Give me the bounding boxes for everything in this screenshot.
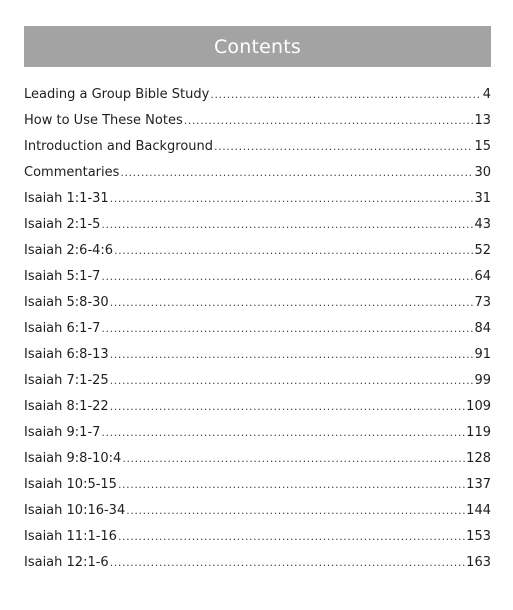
toc-entry-page: 13: [474, 113, 491, 128]
dot-leader: [101, 316, 473, 342]
toc-entry-title: Isaiah 5:8-30: [24, 295, 109, 310]
toc-entry-page: 128: [466, 451, 491, 466]
toc-entry-page: 15: [474, 139, 491, 154]
toc-entry[interactable]: [24, 472, 491, 498]
toc-entry[interactable]: [24, 160, 491, 186]
toc-entry[interactable]: [24, 446, 491, 472]
dot-leader: [110, 342, 474, 368]
dot-leader: [120, 160, 473, 186]
toc-entry[interactable]: [24, 238, 491, 264]
contents-page: [24, 26, 491, 576]
toc-entry[interactable]: [24, 264, 491, 290]
dot-leader: [126, 498, 465, 524]
toc-entry-title: Isaiah 2:6-4:6: [24, 243, 114, 258]
toc-entry-page: 109: [466, 399, 491, 414]
dot-leader: [110, 550, 465, 576]
toc-entry-page: 64: [474, 269, 491, 284]
dot-leader: [110, 290, 474, 316]
toc-entry-page: 43: [474, 217, 491, 232]
toc-entry-page: 30: [474, 165, 491, 180]
page-title: Contents: [213, 35, 302, 58]
contents-header: [24, 26, 491, 67]
dot-leader: [122, 446, 465, 472]
toc-entry-title: Isaiah 12:1-6: [24, 555, 109, 570]
toc-entry-page: 119: [466, 425, 491, 440]
toc-entry[interactable]: [24, 290, 491, 316]
dot-leader: [118, 524, 465, 550]
toc-entry-page: 91: [474, 347, 491, 362]
toc-entry-title: Isaiah 2:1-5: [24, 217, 101, 232]
dot-leader: [101, 212, 473, 238]
dot-leader: [118, 472, 465, 498]
toc-entry-title: Leading a Group Bible Study: [24, 87, 210, 102]
toc-entry-page: 84: [474, 321, 491, 336]
toc-entry-page: 144: [466, 503, 491, 518]
toc-entry[interactable]: [24, 316, 491, 342]
toc-entry-title: Isaiah 6:1-7: [24, 321, 101, 336]
toc-entry[interactable]: [24, 368, 491, 394]
toc-entry-title: Isaiah 10:5-15: [24, 477, 117, 492]
toc-entry[interactable]: [24, 342, 491, 368]
toc-entry-page: 73: [474, 295, 491, 310]
toc-entry-title: Introduction and Background: [24, 139, 214, 154]
toc-entry[interactable]: [24, 82, 491, 108]
dot-leader: [101, 264, 473, 290]
toc-entry-title: Isaiah 11:1-16: [24, 529, 117, 544]
toc-entry-page: 163: [466, 555, 491, 570]
toc-entry[interactable]: [24, 524, 491, 550]
toc-entry-title: How to Use These Notes: [24, 113, 183, 128]
dot-leader: [110, 186, 474, 212]
toc-entry[interactable]: [24, 394, 491, 420]
dot-leader: [101, 420, 465, 446]
dot-leader: [184, 108, 474, 134]
toc-entry-title: Commentaries: [24, 165, 120, 180]
toc-entry[interactable]: [24, 212, 491, 238]
toc-entry-title: Isaiah 10:16-34: [24, 503, 126, 518]
toc-entry-page: 99: [474, 373, 491, 388]
toc-entry-title: Isaiah 6:8-13: [24, 347, 109, 362]
dot-leader: [110, 394, 465, 420]
toc-entry[interactable]: [24, 550, 491, 576]
toc-entry-title: Isaiah 7:1-25: [24, 373, 109, 388]
dot-leader: [114, 238, 473, 264]
dot-leader: [214, 134, 473, 160]
toc-entry-page: 153: [466, 529, 491, 544]
dot-leader: [210, 82, 481, 108]
table-of-contents: [24, 82, 491, 576]
toc-entry-page: 52: [474, 243, 491, 258]
toc-entry[interactable]: [24, 108, 491, 134]
toc-entry-title: Isaiah 5:1-7: [24, 269, 101, 284]
toc-entry-title: Isaiah 8:1-22: [24, 399, 109, 414]
toc-entry[interactable]: [24, 420, 491, 446]
toc-entry-page: 31: [474, 191, 491, 206]
toc-entry-page: 137: [466, 477, 491, 492]
toc-entry-title: Isaiah 1:1-31: [24, 191, 109, 206]
toc-entry-title: Isaiah 9:8-10:4: [24, 451, 122, 466]
toc-entry[interactable]: [24, 498, 491, 524]
toc-entry-page: 4: [482, 87, 491, 102]
dot-leader: [110, 368, 474, 394]
toc-entry[interactable]: [24, 186, 491, 212]
toc-entry-title: Isaiah 9:1-7: [24, 425, 101, 440]
toc-entry[interactable]: [24, 134, 491, 160]
